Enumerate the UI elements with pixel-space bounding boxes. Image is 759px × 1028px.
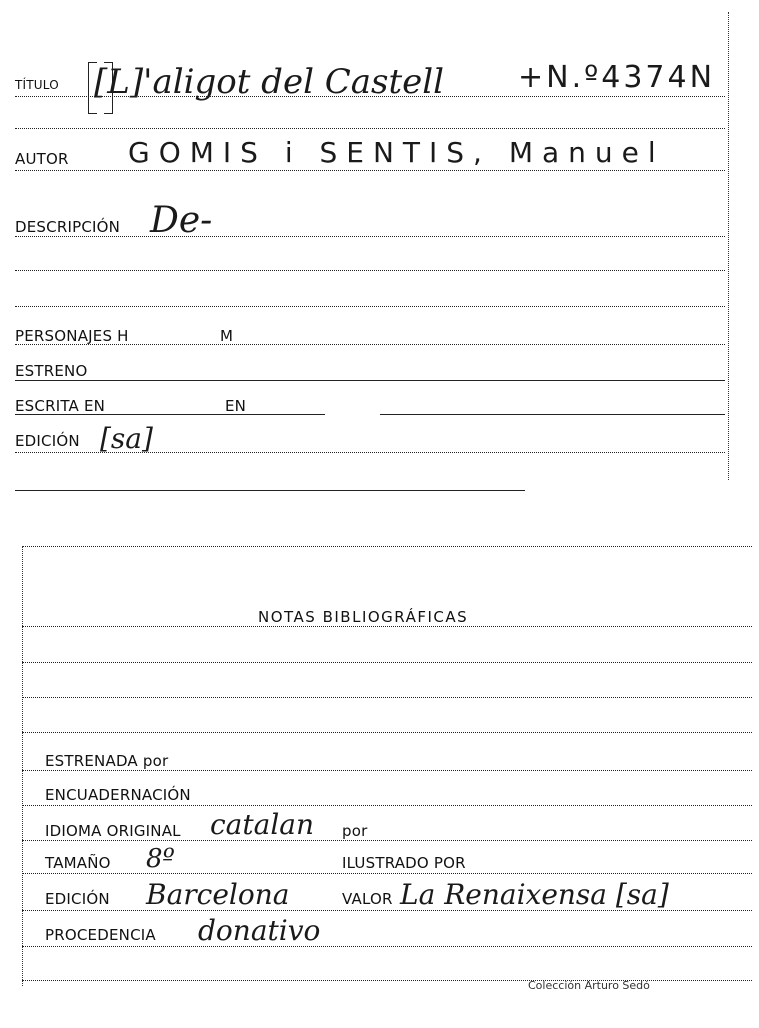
catalog-number: +N.º4374N <box>518 60 716 95</box>
bottom-card-left-edge <box>22 546 23 986</box>
valor-label: VALOR <box>342 890 393 908</box>
tamano-value: 8º <box>146 844 175 874</box>
rule-line <box>22 732 752 733</box>
autor-label: AUTOR <box>15 150 69 168</box>
escrita-line-right <box>380 414 725 415</box>
procedencia-value: donativo <box>198 914 321 947</box>
idioma-por-label: por <box>342 822 368 840</box>
ilustrado-label: ILUSTRADO POR <box>342 854 466 872</box>
descripcion-label: DESCRIPCIÓN <box>15 218 121 236</box>
valor-value: La Renaixensa [sa] <box>400 878 669 911</box>
collection-footer: Colección Arturo Sedó <box>528 979 650 992</box>
titulo-value: [L]'aligot del Castell <box>94 62 445 102</box>
rule-line <box>15 306 725 307</box>
estrenada-line <box>22 770 752 771</box>
encuadernacion-line <box>22 805 752 806</box>
edicion-label: EDICIÓN <box>15 432 80 450</box>
encuadernacion-label: ENCUADERNACIÓN <box>45 786 191 804</box>
escrita-line-left <box>15 414 325 415</box>
descripcion-value: De- <box>150 200 213 241</box>
rule-line <box>22 662 752 663</box>
edicion-bottom-line <box>22 910 752 911</box>
autor-line <box>15 170 725 171</box>
edicion-value: [sa] <box>100 422 153 455</box>
personajes-line <box>15 344 725 345</box>
top-card-right-edge <box>728 12 729 480</box>
bottom-card-top-edge <box>22 546 752 547</box>
procedencia-label: PROCEDENCIA <box>45 926 156 944</box>
procedencia-line <box>22 946 752 947</box>
edicion-bottom-value: Barcelona <box>146 878 290 911</box>
card-bottom-edge <box>15 490 525 491</box>
rule-line <box>22 697 752 698</box>
edicion-line <box>15 452 725 453</box>
escrita-en-label: EN <box>225 397 247 415</box>
rule-line <box>15 270 725 271</box>
titulo-line <box>15 96 725 97</box>
edicion-bottom-label: EDICIÓN <box>45 890 110 908</box>
tamano-label: TAMAÑO <box>45 854 111 872</box>
personajes-m-label: M <box>220 327 234 345</box>
notas-line <box>22 626 752 627</box>
escrita-label: ESCRITA EN <box>15 397 106 415</box>
idioma-label: IDIOMA ORIGINAL <box>45 822 181 840</box>
idioma-value: catalan <box>210 808 315 841</box>
rule-line <box>15 128 725 129</box>
estrenada-label: ESTRENADA por <box>45 752 169 770</box>
descripcion-line <box>15 236 725 237</box>
notas-heading: NOTAS BIBLIOGRÁFICAS <box>258 608 469 626</box>
personajes-label: PERSONAJES H <box>15 327 129 345</box>
idioma-line <box>22 840 752 841</box>
estreno-label: ESTRENO <box>15 362 88 380</box>
tamano-line <box>22 873 752 874</box>
titulo-label: TÍTULO <box>15 78 59 92</box>
estreno-line <box>15 380 725 381</box>
autor-value: GOMIS i SENTIS, Manuel <box>128 136 665 169</box>
